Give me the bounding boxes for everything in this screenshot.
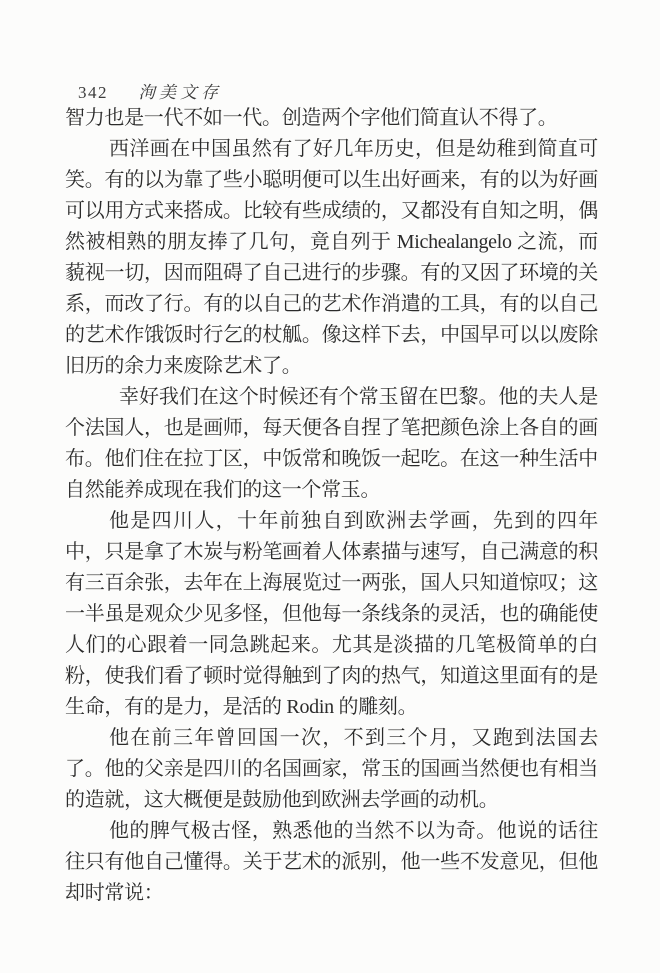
page-body [65, 103, 598, 909]
book-title: 洵美文存 [138, 83, 222, 102]
paragraph: 西洋画在中国虽然有了好几年历史，但是幼稚到简直可笑。有的以为靠了些小聪明便可以生出好画来，有的以为好画可以用方式来搭成。比较有些成绩的，又都没有自知之明，偶然被相熟的朋友捧了几句，竟自列于 Michealangelo 之流，而藐视一切，因而阻碍了自己进行的步骤。有的又因了环境的关系，而改了行。有的以自己的艺术作消遣的工具，有的以自己的艺术作饿饭时行乞的杖觚。像这样下去，中国早可以以废除旧历的余力来废除艺术了。 [65, 138, 598, 377]
paragraph: 他的脾气极古怪，熟悉他的当然不以为奇。他说的话往往只有他自己懂得。关于艺术的派别，他一些不发意见，但他却时常说： [65, 820, 598, 904]
page-header [78, 78, 222, 103]
paragraph: 他在前三年曾回国一次，不到三个月，又跑到法国去了。他的父亲是四川的名国画家，常玉的国画当然便也有相当的造就，这大概便是鼓励他到欧洲去学画的动机。 [65, 727, 598, 811]
paragraph: 幸好我们在这个时候还有个常玉留在巴黎。他的夫人是个法国人，也是画师，每天便各自捏了笔把颜色涂上各自的画布。他们住在拉丁区，中饭常和晚饭一起吃。在这一种生活中自然能养成现在我们的这一个常玉。 [65, 386, 598, 501]
page-number: 342 [78, 83, 108, 102]
paragraph-continued: 智力也是一代不如一代。创造两个字他们简直认不得了。 [65, 107, 558, 129]
paragraph: 他是四川人，十年前独自到欧洲去学画，先到的四年中，只是拿了木炭与粉笔画着人体素描与速写，自己满意的积有三百余张，去年在上海展览过一两张，国人只知道惊叹；这一半虽是观众少见多怪，但他每一条线条的灵活，也的确能使人们的心跟着一同急跳起来。尤其是淡描的几笔极简单的白粉，使我们看了顿时觉得触到了肉的热气，知道这里面有的是生命，有的是力，是活的 Rodin 的雕刻。 [65, 510, 598, 718]
